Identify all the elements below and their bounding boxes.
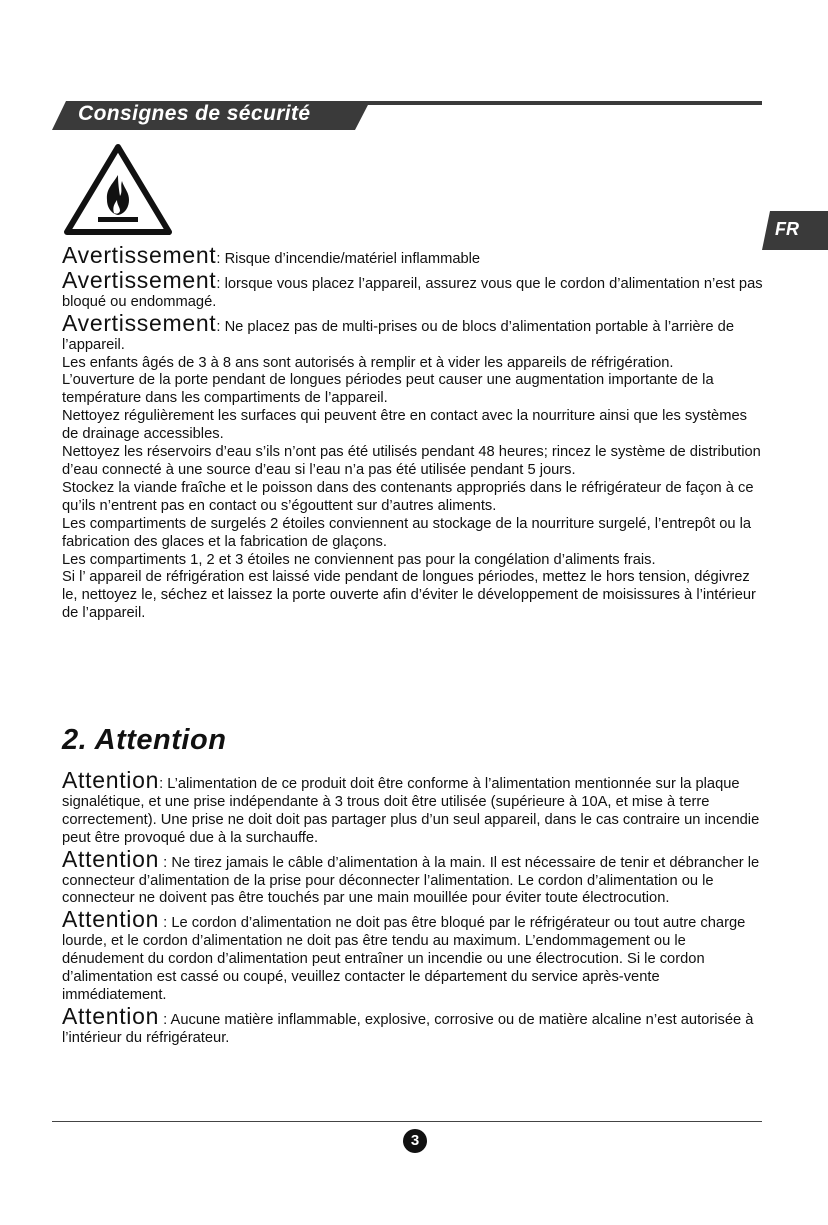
attention-text: : Aucune matière inflammable, explosive, corrosive ou de matière alcaline n’est autorisée à l’intérieur du réfrigérateur.: [62, 1011, 754, 1046]
attention-word: Attention: [62, 767, 160, 793]
safety-paragraph: Nettoyez les réservoirs d’eau s’ils n’ont pas été utilisés pendant 48 heures; rincez le système de distribution d’eau connecté à une source d’eau si l’eau n’a pas été utilisée pendant 5 jours.: [62, 444, 761, 478]
attention-text: : L’alimentation de ce produit doit être conforme à l’alimentation mentionnée sur la plaque signalétique, et une prise indépendante à 3 trous doit être utilisée (supérieure à 10A, et mise à terre correctement). Une prise ne doit doit pas partager plus d’un seul appareil, dans le cas contraire un incendie peut être provoqué due à la surchauffe.: [62, 776, 760, 846]
warning-word: Avertissement: [62, 242, 217, 268]
attention-text: : Ne tirez jamais le câble d’alimentation à la main. Il est nécessaire de tenir et débrancher le connecteur d’alimentation de la prise pour déconnecter l’alimentation. Le cordon d’alimentation ou le connecteur ne doivent pas être touchés par une main mouillée pour éviter toute électrocution.: [62, 854, 760, 907]
page-number: 3: [403, 1129, 427, 1153]
footer-rule: [52, 1121, 762, 1122]
attention-flammables: [62, 1002, 764, 1048]
safety-paragraph: Les compartiments de surgelés 2 étoiles conviennent au stockage de la nourriture surgelé, l’entrepôt ou la fabrication des glaces et la fabrication de glaçons.: [62, 515, 752, 550]
section-title-attention: 2. Attention: [62, 724, 227, 756]
warning-power-cord: [62, 266, 764, 312]
safety-paragraph: Les enfants âgés de 3 à 8 ans sont autorisés à remplir et à vider les appareils de réfrigération.: [62, 354, 674, 371]
attention-word: Attention: [62, 906, 160, 933]
attention-power-supply: [62, 769, 764, 848]
header-rule: [360, 101, 762, 105]
safety-paragraph: Stockez la viande fraîche et le poisson dans des contenants appropriés dans le réfrigérateur de façon à ce qu’ils n’entrent pas en contact ou s’égouttent sur d’autres aliments.: [62, 479, 754, 514]
warning-text: : lorsque vous placez l’appareil, assurez vous que le cordon d’alimentation n’est pas bloqué ou endommagé.: [62, 275, 763, 310]
safety-warnings: [62, 244, 764, 623]
attention-notices: [62, 769, 764, 1048]
warning-word: Avertissement: [62, 309, 217, 336]
attention-cord-damage: [62, 908, 764, 1005]
attention-word: Attention: [62, 845, 160, 872]
language-tab-label: FR: [775, 219, 799, 239]
attention-pull-cable: [62, 845, 764, 909]
section-title-safety: Consignes de sécurité: [78, 102, 311, 125]
safety-paragraph: Nettoyez régulièrement les surfaces qui peuvent être en contact avec la nourriture ainsi que les systèmes de drainage accessibles.: [62, 408, 747, 443]
warning-multi-socket: [62, 309, 764, 355]
warning-text: : Ne placez pas de multi-prises ou de blocs d’alimentation portable à l’arrière de l’appareil.: [62, 318, 735, 353]
warning-word: Avertissement: [62, 266, 217, 293]
attention-word: Attention: [62, 1002, 160, 1029]
safety-paragraph: Les compartiments 1, 2 et 3 étoiles ne conviennent pas pour la congélation d’aliments frais.: [62, 551, 656, 568]
warning-text: : Risque d’incendie/matériel inflammable: [216, 251, 481, 267]
safety-paragraph: L’ouverture de la porte pendant de longues périodes peut causer une augmentation importante de la température dans les compartiments de l’appareil.: [62, 372, 714, 407]
warning-fire: [62, 244, 764, 269]
attention-text: : Le cordon d’alimentation ne doit pas être bloqué par le réfrigérateur ou tout autre charge lourde, et le cordon d’alimentation ne doit pas être tendu au maximum. L’endommagement ou le dénudement du cordon d’alimentation peut entraîner un incendie ou une électrocution. Si le cordon d’alimentation est cassé ou coupé, veuillez contacter le département du service après-vente immédiatement.: [62, 915, 746, 1003]
flammable-warning-icon: [62, 141, 174, 237]
safety-paragraph: Si l’ appareil de réfrigération est laissé vide pendant de longues périodes, mettez le hors tension, dégivrez le, nettoyez le, séchez et laissez la porte ouverte afin d’éviter le développement de moisissures à l’intérieur de l’appareil.: [62, 569, 756, 622]
